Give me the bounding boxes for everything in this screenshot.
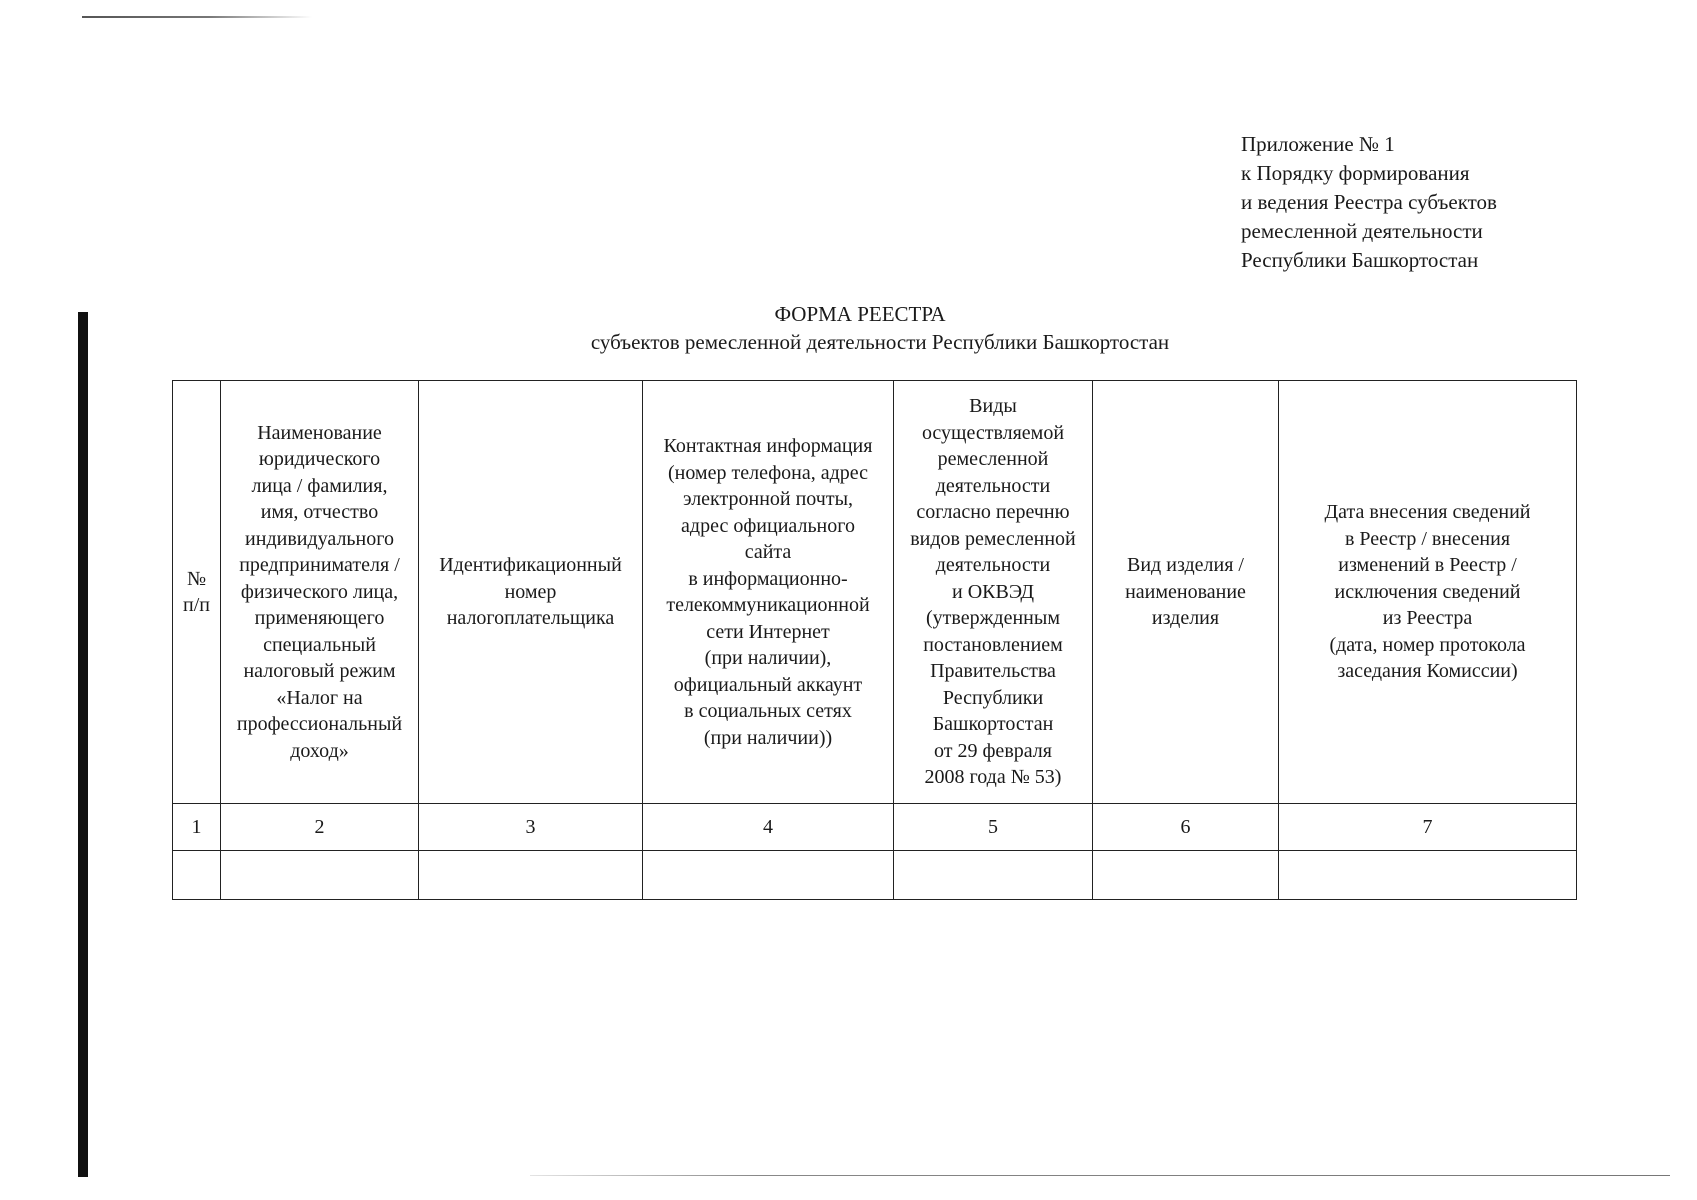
empty-cell: [894, 851, 1093, 900]
appendix-line: Приложение № 1: [1241, 132, 1395, 156]
appendix-line: к Порядку формирования: [1241, 161, 1470, 185]
column-number-cell: 7: [1279, 804, 1577, 851]
appendix-line: и ведения Реестра субъектов: [1241, 190, 1497, 214]
column-number-row: [173, 804, 1577, 851]
appendix-line: ремесленной деятельности: [1241, 219, 1483, 243]
form-title: ФОРМА РЕЕСТРА: [774, 302, 946, 326]
header-cell-product: Вид изделия / наименование изделия: [1093, 381, 1279, 804]
table-header-row: [173, 381, 1577, 804]
scan-edge-bar-left: [78, 312, 88, 1177]
column-number-cell: 4: [643, 804, 894, 851]
table-row: [173, 851, 1577, 900]
scan-edge-line-bottom: [530, 1175, 1670, 1176]
scan-edge-line-top: [82, 16, 312, 18]
column-number-cell: 1: [173, 804, 221, 851]
header-cell-date: Дата внесения сведений в Реестр / внесения изменений в Реестр / исключения сведений из Реестра (дата, номер протокола заседания Комиссии): [1279, 381, 1577, 804]
appendix-line: Республики Башкортостан: [1241, 248, 1479, 272]
empty-cell: [221, 851, 419, 900]
column-number-cell: 6: [1093, 804, 1279, 851]
appendix-note: [1241, 130, 1497, 275]
column-number-cell: 3: [419, 804, 643, 851]
registry-table: [172, 380, 1577, 900]
empty-cell: [419, 851, 643, 900]
empty-cell: [643, 851, 894, 900]
form-subtitle: субъектов ремесленной деятельности Республики Башкортостан: [590, 330, 1170, 354]
header-cell-activity-types: Виды осуществляемой ремесленной деятельности согласно перечню видов ремесленной деятельности и ОКВЭД (утвержденным постановлением Правительства Республики Башкортостан от 29 февраля 2008 года № 53): [894, 381, 1093, 804]
header-cell-contact: Контактная информация (номер телефона, адрес электронной почты, адрес официального сайта в информационно- телекоммуникационной сети Интернет (при наличии), официальный аккаунт в социальных сетях (при наличии)): [643, 381, 894, 804]
header-cell-name: Наименование юридического лица / фамилия, имя, отчество индивидуального предпринимателя / физического лица, применяющего специальный налоговый режим «Налог на профессиональный доход»: [221, 381, 419, 804]
empty-cell: [173, 851, 221, 900]
column-number-cell: 5: [894, 804, 1093, 851]
empty-cell: [1093, 851, 1279, 900]
header-cell-number: № п/п: [173, 381, 221, 804]
header-cell-inn: Идентификационный номер налогоплательщика: [419, 381, 643, 804]
empty-cell: [1279, 851, 1577, 900]
column-number-cell: 2: [221, 804, 419, 851]
